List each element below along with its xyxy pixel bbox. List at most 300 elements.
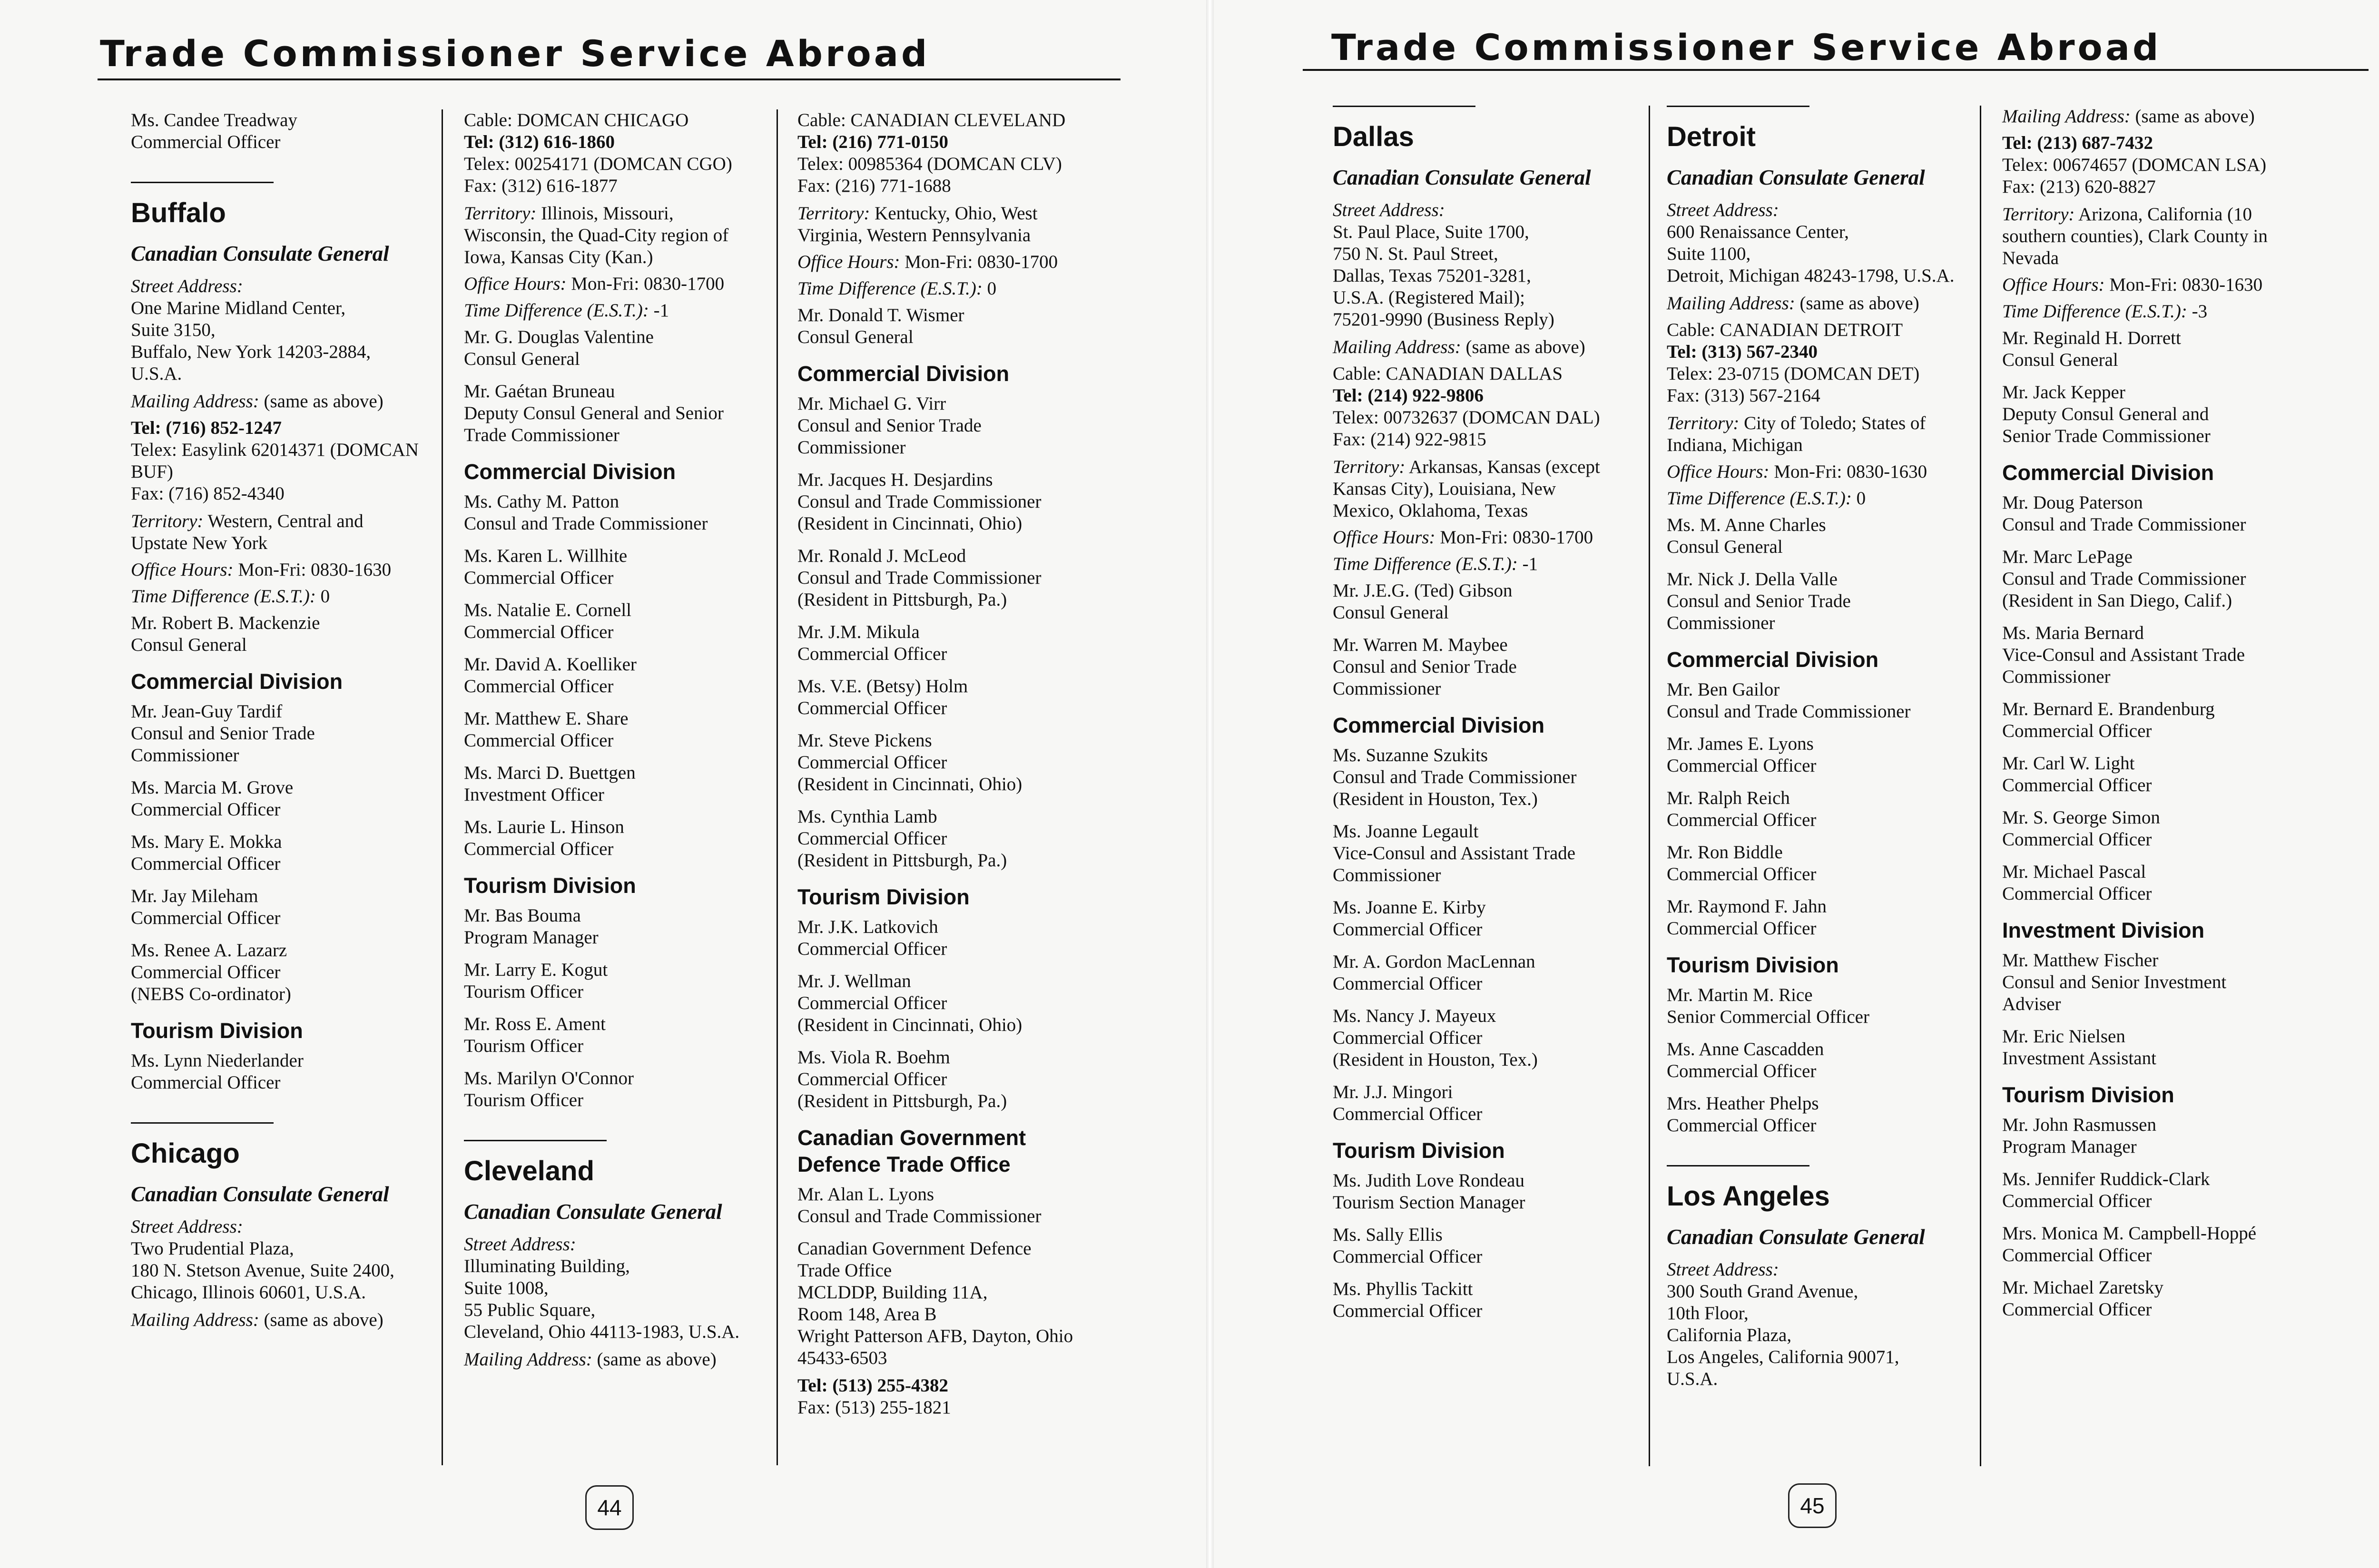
staff-name: Ms. Sally Ellis bbox=[1333, 1225, 1443, 1245]
info-field bbox=[2002, 106, 2330, 127]
text-line: Tourism Officer bbox=[464, 1090, 584, 1110]
field-label: Mailing Address: bbox=[1667, 293, 1795, 314]
staff-name: Mr. Bas Bouma bbox=[464, 905, 581, 926]
division-heading: Commercial Division bbox=[1667, 647, 1879, 672]
city-name: Buffalo bbox=[131, 197, 226, 228]
staff-entry bbox=[797, 393, 1126, 459]
header-rule bbox=[98, 78, 1121, 80]
text-line: Suite 1100, bbox=[1667, 244, 1751, 264]
field-line bbox=[1667, 488, 1990, 510]
text-line: One Marine Midland Center, bbox=[131, 298, 346, 318]
page-number: 44 bbox=[585, 1485, 634, 1530]
address-block bbox=[131, 297, 435, 385]
text-line: Commercial Officer bbox=[1333, 1028, 1483, 1048]
text-line: Commercial Officer bbox=[464, 622, 614, 642]
staff-name: Mr. Carl W. Light bbox=[2002, 753, 2135, 774]
staff-entry bbox=[464, 959, 778, 1003]
staff-name: Mr. John Rasmussen bbox=[2002, 1115, 2156, 1135]
field-value: (same as above) bbox=[1465, 337, 1585, 357]
text-line: Consul and Senior Investment bbox=[2002, 972, 2227, 992]
text-line: 300 South Grand Avenue, bbox=[1667, 1281, 1858, 1302]
info-field bbox=[797, 203, 1126, 246]
staff-name: Mr. Martin M. Rice bbox=[1667, 985, 1813, 1005]
staff-entry bbox=[131, 940, 435, 1005]
staff-entry bbox=[464, 545, 778, 589]
staff-entry bbox=[464, 762, 778, 806]
staff-entry bbox=[797, 545, 1126, 611]
text-line: Suite 1008, bbox=[464, 1278, 549, 1298]
staff-entry bbox=[2002, 861, 2330, 905]
division-heading: Tourism Division bbox=[131, 1019, 303, 1043]
staff-entry bbox=[2002, 1223, 2330, 1266]
field-value: (same as above) bbox=[2135, 106, 2255, 127]
city-name: Dallas bbox=[1333, 121, 1414, 152]
staff-entry bbox=[2002, 1114, 2330, 1158]
city-section bbox=[1333, 106, 1656, 191]
field-value: Mon-Fri: 0830-1700 bbox=[1440, 527, 1593, 548]
info-field bbox=[1333, 456, 1656, 522]
staff-entry bbox=[464, 491, 778, 535]
staff-name: Ms. Judith Love Rondeau bbox=[1333, 1170, 1524, 1191]
contact-block bbox=[797, 109, 1126, 197]
city-rule bbox=[1667, 1165, 1809, 1166]
text-line: Commercial Officer bbox=[464, 839, 614, 859]
division-heading: Commercial Division bbox=[797, 362, 1010, 386]
staff-name: Ms. Laurie L. Hinson bbox=[464, 817, 624, 837]
field-label: Office Hours: bbox=[2002, 274, 2105, 295]
text-line: Illuminating Building, bbox=[464, 1256, 630, 1276]
consulate-name: Canadian Consulate General bbox=[464, 1200, 722, 1224]
division-heading: Commercial Division bbox=[2002, 461, 2214, 485]
field-label: Time Difference (E.S.T.): bbox=[797, 278, 983, 299]
text-line: Telex: 00732637 (DOMCAN DAL) bbox=[1333, 407, 1600, 428]
staff-name: Mr. J.J. Mingori bbox=[1333, 1082, 1453, 1102]
field-caption bbox=[1667, 199, 1990, 221]
field-line bbox=[1333, 553, 1656, 575]
city-section bbox=[464, 1140, 778, 1225]
staff-entry bbox=[2002, 1168, 2330, 1212]
staff-entry bbox=[1667, 568, 1990, 634]
text-line: Commissioner bbox=[131, 745, 239, 765]
staff-entry bbox=[464, 381, 778, 446]
field-label: Territory: bbox=[1667, 413, 1740, 433]
column-divider bbox=[442, 109, 443, 1465]
staff-entry bbox=[2002, 492, 2330, 536]
staff-name: Mr. James E. Lyons bbox=[1667, 734, 1814, 754]
text-line: Vice-Consul and Assistant Trade bbox=[2002, 645, 2245, 665]
staff-entry bbox=[2002, 950, 2330, 1015]
staff-entry bbox=[2002, 753, 2330, 796]
city-rule bbox=[1667, 106, 1809, 107]
field-caption bbox=[1333, 199, 1656, 221]
field-line bbox=[464, 203, 778, 225]
staff-name: Mr. Robert B. Mackenzie bbox=[131, 613, 320, 633]
text-line: 75201-9990 (Business Reply) bbox=[1333, 309, 1554, 330]
text-line: Consul and Trade Commissioner bbox=[1667, 701, 1911, 722]
field-line bbox=[464, 273, 778, 295]
text-line: Senior Trade Commissioner bbox=[2002, 426, 2211, 446]
address-block bbox=[797, 1238, 1126, 1369]
text-line: Telex: 00254171 (DOMCAN CGO) bbox=[464, 154, 732, 174]
text-line: Consul and Trade Commissioner bbox=[2002, 514, 2246, 535]
page-number: 45 bbox=[1788, 1483, 1837, 1528]
city-name: Detroit bbox=[1667, 121, 1756, 152]
text-line: Commissioner bbox=[1667, 613, 1775, 633]
staff-entry bbox=[1667, 842, 1990, 885]
text-line: Commercial Officer bbox=[131, 1072, 281, 1093]
staff-entry bbox=[2002, 382, 2330, 447]
text-line: Cable: CANADIAN DALLAS bbox=[1333, 363, 1563, 384]
text-line: Deputy Consul General and bbox=[2002, 404, 2209, 424]
field-label: Territory: bbox=[797, 203, 870, 224]
text-line: California Plaza, bbox=[1667, 1325, 1792, 1345]
text-line: Commercial Officer bbox=[1667, 864, 1817, 884]
text-line: St. Paul Place, Suite 1700, bbox=[1333, 222, 1529, 242]
staff-name: Ms. Phyllis Tackitt bbox=[1333, 1279, 1473, 1299]
field-value: -1 bbox=[653, 300, 669, 321]
field-line bbox=[131, 559, 435, 581]
consulate-name: Canadian Consulate General bbox=[1667, 166, 1925, 189]
field-caption bbox=[1667, 1259, 1990, 1281]
staff-name: Mr. Alan L. Lyons bbox=[797, 1184, 934, 1205]
text-line: MCLDDP, Building 11A, bbox=[797, 1282, 988, 1303]
column-3 bbox=[2002, 106, 2330, 1331]
text-line: Commercial Officer bbox=[797, 752, 947, 773]
field-value: -1 bbox=[1522, 554, 1538, 574]
division-heading: Tourism Division bbox=[464, 873, 636, 898]
text-line: Program Manager bbox=[2002, 1137, 2137, 1157]
text-line: Commercial Officer bbox=[131, 132, 281, 152]
staff-entry bbox=[464, 599, 778, 643]
column-divider bbox=[1649, 106, 1650, 1466]
page-header-title: Trade Commissioner Service Abroad bbox=[1331, 26, 2162, 69]
staff-entry bbox=[797, 621, 1126, 665]
staff-name: Mr. J. Wellman bbox=[797, 971, 911, 991]
text-line: Commercial Officer bbox=[2002, 1299, 2152, 1320]
text-line: Commissioner bbox=[797, 437, 906, 458]
division-heading: Commercial Division bbox=[1333, 713, 1545, 737]
staff-name: Mr. Nick J. Della Valle bbox=[1667, 569, 1838, 589]
info-field bbox=[797, 251, 1126, 273]
city-rule bbox=[1333, 106, 1475, 107]
text-line: Street Address: bbox=[131, 1216, 243, 1237]
info-field bbox=[1333, 553, 1656, 575]
staff-name: Ms. Suzanne Szukits bbox=[1333, 745, 1488, 765]
consulate-name: Canadian Consulate General bbox=[1333, 166, 1591, 189]
text-line: Consul and Senior Trade bbox=[1333, 657, 1517, 677]
field-line bbox=[131, 510, 435, 532]
field-value: -3 bbox=[2192, 301, 2208, 322]
text-line: Fax: (513) 255-1821 bbox=[797, 1397, 951, 1418]
staff-name: Ms. Jennifer Ruddick-Clark bbox=[2002, 1169, 2210, 1189]
field-label: Mailing Address: bbox=[1333, 337, 1461, 357]
text-line: Commercial Officer bbox=[131, 799, 281, 820]
staff-name: Mr. Michael Pascal bbox=[2002, 862, 2146, 882]
text-line: (Resident in Houston, Tex.) bbox=[1333, 789, 1538, 809]
info-field bbox=[1667, 461, 1990, 483]
staff-entry bbox=[1333, 1170, 1656, 1214]
text-line: Commercial Officer bbox=[1667, 810, 1817, 830]
text-line: Commercial Officer bbox=[797, 828, 947, 849]
division-heading: Tourism Division bbox=[797, 885, 970, 909]
info-field bbox=[464, 1349, 778, 1371]
text-line: (Resident in Cincinnati, Ohio) bbox=[797, 774, 1022, 794]
field-value: Illinois, Missouri, bbox=[541, 203, 674, 224]
staff-entry bbox=[797, 1184, 1126, 1227]
info-field bbox=[464, 300, 778, 322]
text-line: Cleveland, Ohio 44113-1983, U.S.A. bbox=[464, 1322, 740, 1342]
staff-entry bbox=[1667, 984, 1990, 1028]
text-line: Commercial Officer bbox=[1333, 1104, 1483, 1124]
division-heading: Commercial Division bbox=[464, 460, 676, 484]
text-line: Commercial Officer bbox=[797, 939, 947, 959]
text-line: Commercial Officer bbox=[131, 962, 281, 982]
text-line: Tourism Officer bbox=[464, 981, 584, 1002]
info-field bbox=[131, 510, 435, 554]
info-field bbox=[1667, 488, 1990, 510]
text-line: Commercial Officer bbox=[1667, 918, 1817, 939]
heading-line: Defence Trade Office bbox=[797, 1152, 1011, 1176]
staff-entry bbox=[131, 1050, 435, 1094]
field-caption bbox=[131, 1216, 435, 1238]
field-line bbox=[1333, 456, 1656, 478]
text-line: Senior Commercial Officer bbox=[1667, 1007, 1869, 1027]
contact-block bbox=[2002, 132, 2330, 198]
staff-entry bbox=[1333, 1005, 1656, 1071]
staff-entry bbox=[1667, 514, 1990, 558]
city-section bbox=[1667, 106, 1990, 191]
staff-entry bbox=[2002, 698, 2330, 742]
text-line: Cable: CANADIAN CLEVELAND bbox=[797, 110, 1066, 130]
text-line: Commercial Officer bbox=[1333, 973, 1483, 994]
staff-name: Ms. Nancy J. Mayeux bbox=[1333, 1006, 1496, 1026]
staff-name: Ms. Lynn Niederlander bbox=[131, 1050, 304, 1071]
staff-entry bbox=[797, 304, 1126, 348]
text-line: Street Address: bbox=[1667, 1259, 1779, 1280]
text-line: Adviser bbox=[2002, 994, 2061, 1014]
text-line: (Resident in Pittsburgh, Pa.) bbox=[797, 589, 1007, 610]
text-line: Commercial Officer bbox=[1333, 919, 1483, 940]
contact-block bbox=[464, 109, 778, 197]
staff-name: Mr. A. Gordon MacLennan bbox=[1333, 951, 1535, 972]
field-value: Kentucky, Ohio, West bbox=[875, 203, 1038, 224]
field-value: 0 bbox=[987, 278, 997, 299]
staff-name: Ms. Karen L. Willhite bbox=[464, 546, 628, 566]
text-line: Commercial Officer bbox=[797, 644, 947, 664]
info-field bbox=[797, 278, 1126, 300]
text-line: Commissioner bbox=[1333, 678, 1441, 699]
staff-entry bbox=[2002, 327, 2330, 371]
field-line bbox=[1333, 336, 1656, 358]
field-value: (same as above) bbox=[1799, 293, 1919, 314]
staff-name: Mr. Jean-Guy Tardif bbox=[131, 701, 283, 722]
staff-name: Ms. Cathy M. Patton bbox=[464, 491, 619, 512]
field-label: Office Hours: bbox=[797, 252, 900, 272]
staff-entry bbox=[464, 1013, 778, 1057]
staff-name: Mr. Jay Mileham bbox=[131, 886, 258, 906]
info-field bbox=[1333, 336, 1656, 358]
division-heading: Tourism Division bbox=[2002, 1083, 2174, 1107]
text-line: Commercial Officer bbox=[1333, 1301, 1483, 1321]
info-field bbox=[1333, 527, 1656, 549]
field-line bbox=[131, 391, 435, 412]
field-value: (same as above) bbox=[264, 391, 383, 412]
column-2 bbox=[464, 109, 778, 1375]
field-line bbox=[2002, 204, 2330, 225]
staff-entry bbox=[1667, 1039, 1990, 1082]
text-line: Telex: 23-0715 (DOMCAN DET) bbox=[1667, 363, 1920, 384]
text-line: Commercial Officer bbox=[1667, 755, 1817, 776]
staff-entry bbox=[797, 1047, 1126, 1112]
text-line: Street Address: bbox=[1667, 200, 1779, 220]
text-line: Consul General bbox=[797, 327, 914, 347]
text-line: Consul General bbox=[464, 349, 580, 369]
staff-name: Mr. Gaétan Bruneau bbox=[464, 381, 615, 402]
text-line: Consul and Trade Commissioner bbox=[797, 1206, 1042, 1226]
field-label: Time Difference (E.S.T.): bbox=[464, 300, 649, 321]
header-rule bbox=[1303, 69, 2369, 71]
text-line: Fax: (313) 567-2164 bbox=[1667, 385, 1820, 406]
staff-name: Ms. Marci D. Buettgen bbox=[464, 763, 636, 783]
division-heading: Tourism Division bbox=[1333, 1138, 1505, 1163]
column-divider bbox=[777, 109, 778, 1465]
field-value-continued: Virginia, Western Pennsylvania bbox=[797, 225, 1031, 245]
field-value: Mon-Fri: 0830-1700 bbox=[904, 252, 1058, 272]
text-line: Street Address: bbox=[1333, 200, 1445, 220]
text-line: Fax: (214) 922-9815 bbox=[1333, 429, 1486, 450]
city-name: Los Angeles bbox=[1667, 1181, 1830, 1212]
info-field bbox=[131, 1309, 435, 1331]
field-label: Territory: bbox=[464, 203, 537, 224]
info-field bbox=[2002, 274, 2330, 296]
field-value: Arkansas, Kansas (except bbox=[1409, 457, 1600, 477]
staff-entry bbox=[131, 612, 435, 656]
text-line: Street Address: bbox=[464, 1234, 576, 1254]
info-field bbox=[1667, 293, 1990, 314]
page-45 bbox=[1210, 0, 2379, 1568]
field-value: 0 bbox=[320, 586, 330, 607]
staff-entry bbox=[131, 885, 435, 929]
text-line: Program Manager bbox=[464, 927, 599, 948]
field-label: Office Hours: bbox=[464, 274, 567, 294]
staff-name: Mr. Michael G. Virr bbox=[797, 393, 946, 414]
field-value: 0 bbox=[1856, 488, 1866, 509]
text-line: Consul General bbox=[2002, 350, 2118, 370]
staff-entry bbox=[2002, 807, 2330, 851]
page-header-title: Trade Commissioner Service Abroad bbox=[100, 32, 930, 75]
field-label: Territory: bbox=[2002, 204, 2075, 225]
text-line: Trade Commissioner bbox=[464, 425, 619, 445]
field-line bbox=[2002, 301, 2330, 323]
staff-entry bbox=[1333, 580, 1656, 624]
field-label: Office Hours: bbox=[1667, 461, 1770, 482]
text-line: Commissioner bbox=[2002, 666, 2111, 687]
text-line: Consul General bbox=[1333, 602, 1449, 623]
field-label: Time Difference (E.S.T.): bbox=[1667, 488, 1852, 509]
staff-name: Ms. Cynthia Lamb bbox=[797, 806, 937, 827]
text-line: Commercial Officer bbox=[2002, 1191, 2152, 1211]
field-line bbox=[1333, 527, 1656, 549]
city-rule bbox=[464, 1140, 607, 1141]
staff-name: Ms. Mary E. Mokka bbox=[131, 832, 282, 852]
field-value: (same as above) bbox=[264, 1310, 383, 1330]
text-line: Tel: (513) 255-4382 bbox=[797, 1375, 949, 1396]
staff-entry bbox=[464, 816, 778, 860]
staff-entry bbox=[1667, 896, 1990, 940]
text-line: U.S.A. bbox=[131, 363, 182, 384]
column-divider bbox=[1980, 106, 1981, 1466]
text-line: Cable: DOMCAN CHICAGO bbox=[464, 110, 689, 130]
staff-entry bbox=[1333, 951, 1656, 995]
text-line: Fax: (213) 620-8827 bbox=[2002, 176, 2156, 197]
field-label: Mailing Address: bbox=[131, 391, 259, 412]
field-label: Time Difference (E.S.T.): bbox=[1333, 554, 1518, 574]
field-label: Mailing Address: bbox=[2002, 106, 2131, 127]
text-line: Tel: (214) 922-9806 bbox=[1333, 385, 1484, 406]
text-line: 600 Renaissance Center, bbox=[1667, 222, 1849, 242]
text-line: Fax: (216) 771-1688 bbox=[797, 176, 951, 196]
staff-entry bbox=[131, 109, 435, 153]
staff-name: Mr. Ron Biddle bbox=[1667, 842, 1783, 862]
text-line: Tel: (313) 567-2340 bbox=[1667, 342, 1818, 362]
city-rule bbox=[131, 1122, 274, 1124]
info-field bbox=[131, 559, 435, 581]
text-line: Investment Assistant bbox=[2002, 1048, 2156, 1068]
staff-name: Ms. V.E. (Betsy) Holm bbox=[797, 676, 968, 696]
field-line bbox=[1667, 293, 1990, 314]
staff-entry bbox=[464, 326, 778, 370]
text-line: Fax: (312) 616-1877 bbox=[464, 176, 618, 196]
text-line: Commercial Officer bbox=[131, 853, 281, 874]
column-1 bbox=[131, 109, 435, 1336]
staff-name: Ms. Joanne Legault bbox=[1333, 821, 1479, 842]
text-line: Street Address: bbox=[131, 276, 243, 296]
heading-line: Canadian Government bbox=[797, 1126, 1026, 1150]
info-field bbox=[1667, 412, 1990, 456]
contact-block bbox=[131, 417, 435, 505]
text-line: Commercial Officer bbox=[1667, 1115, 1817, 1136]
city-rule bbox=[131, 182, 274, 183]
field-label: Mailing Address: bbox=[131, 1310, 259, 1330]
staff-name: Ms. Marilyn O'Connor bbox=[464, 1068, 634, 1088]
info-field bbox=[464, 203, 778, 268]
staff-name: Mr. Ralph Reich bbox=[1667, 788, 1790, 808]
text-line: U.S.A. bbox=[1667, 1369, 1718, 1389]
column-1 bbox=[1333, 106, 1656, 1333]
text-line: Commercial Officer bbox=[131, 908, 281, 928]
staff-name: Mr. Warren M. Maybee bbox=[1333, 635, 1508, 655]
staff-entry bbox=[464, 1068, 778, 1111]
staff-entry bbox=[464, 654, 778, 697]
field-value: Western, Central and bbox=[207, 511, 364, 531]
text-line: Tel: (312) 616-1860 bbox=[464, 132, 615, 152]
field-value: Mon-Fri: 0830-1630 bbox=[1774, 461, 1927, 482]
division-heading: Investment Division bbox=[2002, 918, 2205, 942]
text-line: U.S.A. (Registered Mail); bbox=[1333, 287, 1525, 308]
staff-name: Mr. Marc LePage bbox=[2002, 547, 2133, 567]
field-line bbox=[797, 251, 1126, 273]
staff-entry bbox=[797, 730, 1126, 795]
text-line: Consul and Trade Commissioner bbox=[1333, 767, 1577, 787]
field-label: Territory: bbox=[131, 511, 204, 531]
staff-name: Mr. Eric Nielsen bbox=[2002, 1026, 2125, 1047]
field-label: Office Hours: bbox=[131, 559, 234, 580]
text-line: Tel: (216) 771-0150 bbox=[797, 132, 949, 152]
field-value-continued: Wisconsin, the Quad-City region of bbox=[464, 225, 729, 245]
staff-name: Mrs. Monica M. Campbell-Hoppé bbox=[2002, 1223, 2257, 1244]
text-line: Commercial Officer bbox=[2002, 883, 2152, 904]
text-line: (Resident in San Diego, Calif.) bbox=[2002, 590, 2232, 611]
